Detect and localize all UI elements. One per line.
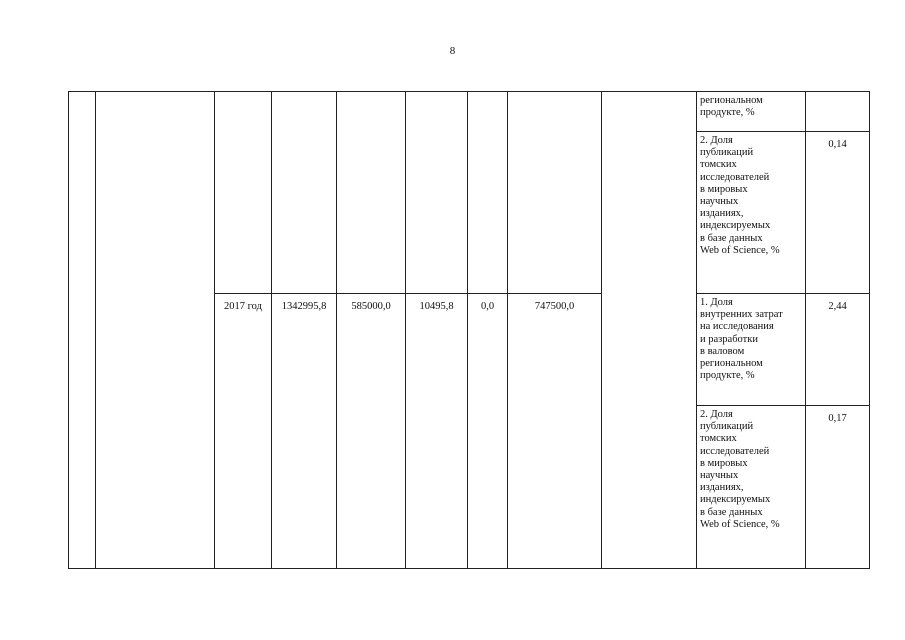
regional-budget-cell (406, 92, 468, 294)
indicator-line: публикаций (700, 147, 754, 159)
indicator-line: исследователей (700, 171, 770, 183)
indicator-line: на исследования (700, 321, 774, 333)
indicator-line: продукте, % (700, 370, 755, 382)
table-row (69, 92, 870, 132)
regional-budget-cell: 10495,8 (406, 294, 468, 569)
indicator-line: в мировых (700, 183, 748, 195)
indicator-line: региональном (700, 95, 763, 106)
indicator-line: и разработки (700, 333, 758, 345)
indicator-cell (697, 92, 806, 132)
indicator-line: Web of Science, % (700, 518, 780, 530)
indicator-value: 2,44 (806, 294, 870, 406)
indicator-cell (697, 132, 806, 294)
indicator-line: индексируемых (700, 220, 771, 232)
indicator-line: в валовом (700, 345, 745, 357)
indicator-line: в базе данных (700, 232, 763, 244)
indicator-line: томских (700, 433, 737, 445)
indicator-line: 2. Доля (700, 409, 733, 420)
page-number: 8 (449, 45, 456, 57)
year-cell: 2017 год (215, 294, 272, 569)
total-cell (272, 92, 337, 294)
indicator-line: изданиях, (700, 208, 744, 220)
indicator-line: Web of Science, % (700, 244, 780, 256)
indicator-value (806, 92, 870, 132)
federal-budget-cell (337, 92, 406, 294)
extrabudgetary-cell (508, 92, 602, 294)
indicator-cell (697, 406, 806, 569)
federal-budget-cell: 585000,0 (337, 294, 406, 569)
local-budget-cell: 0,0 (468, 294, 508, 569)
indicator-line: изданиях, (700, 482, 744, 494)
executor-cell (602, 92, 697, 569)
indicator-line: внутренних затрат (700, 309, 783, 321)
indicator-value: 0,17 (806, 406, 870, 569)
indicator-line: томских (700, 159, 737, 171)
indicator-line: продукте, % (700, 107, 755, 119)
local-budget-cell (468, 92, 508, 294)
name-cell (96, 92, 215, 569)
indicator-line: публикаций (700, 421, 754, 433)
budget-table (68, 91, 870, 569)
year-cell (215, 92, 272, 294)
indicator-line: в мировых (700, 457, 748, 469)
extrabudgetary-cell: 747500,0 (508, 294, 602, 569)
indicator-value: 0,14 (806, 132, 870, 294)
index-cell (69, 92, 96, 569)
indicator-line: в базе данных (700, 506, 763, 518)
indicator-cell (697, 294, 806, 406)
indicator-line: региональном (700, 358, 763, 370)
indicator-line: индексируемых (700, 494, 771, 506)
total-cell: 1342995,8 (272, 294, 337, 569)
indicator-line: научных (700, 196, 739, 208)
indicator-line: исследователей (700, 445, 770, 457)
indicator-line: 1. Доля (700, 297, 733, 308)
indicator-line: научных (700, 470, 739, 482)
indicator-line: 2. Доля (700, 135, 733, 146)
